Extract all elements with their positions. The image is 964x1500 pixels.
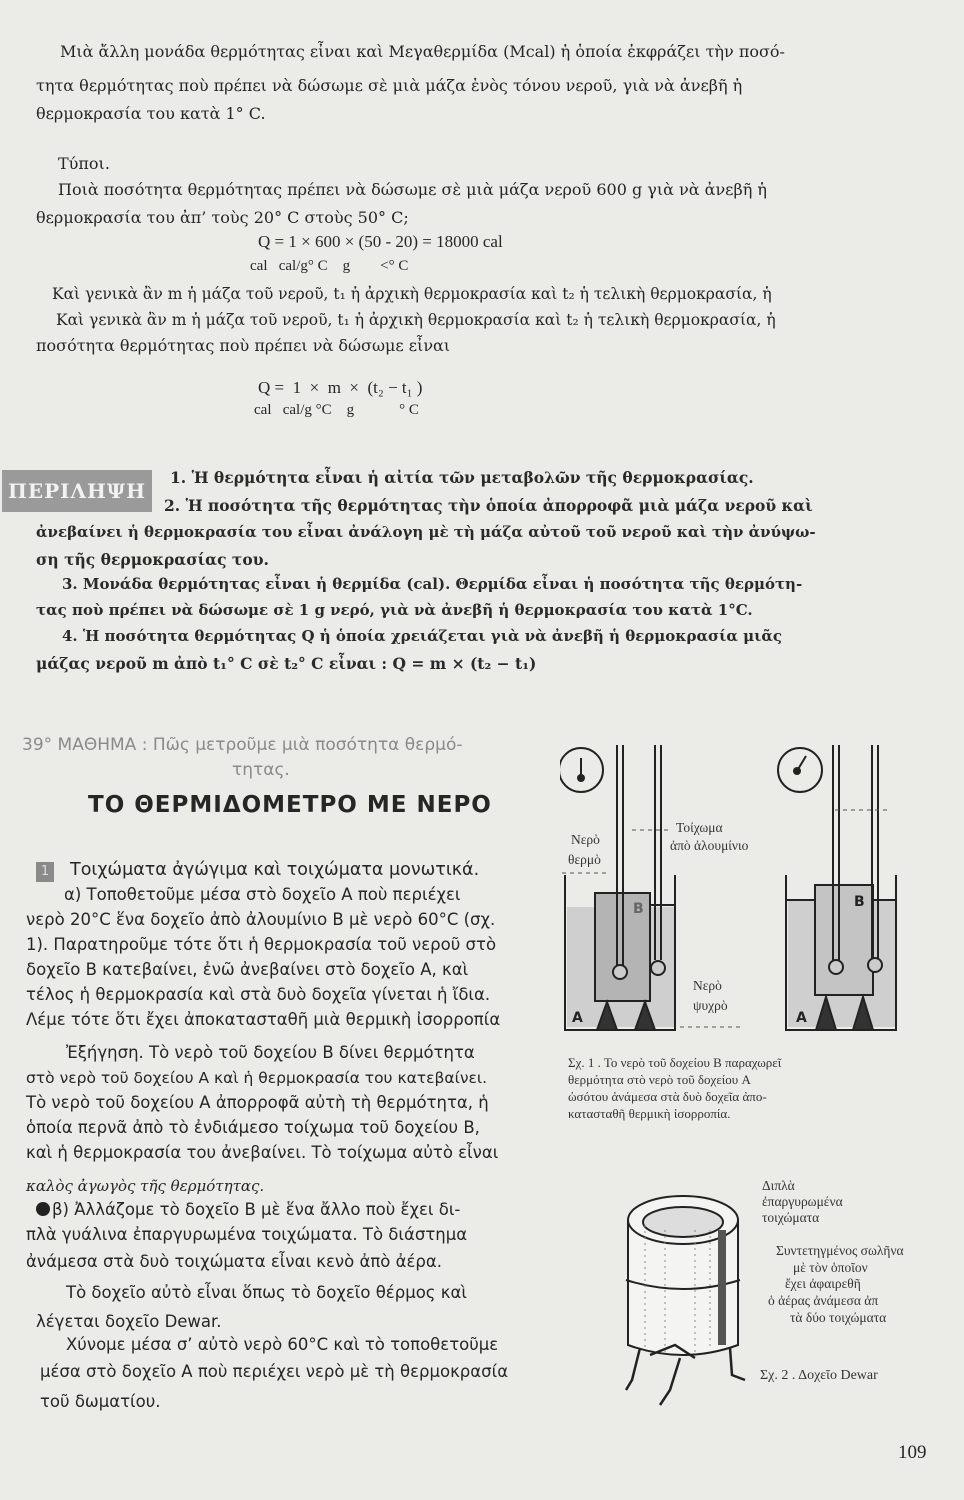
question-line: Ποιὰ ποσότητα θερμότητας πρέπει νὰ δώσωμε σὲ μιὰ μάζα νεροῦ 600 g γιὰ νὰ ἀνεβῆ ἡ [58, 180, 767, 199]
question-line: θερμοκρασία του ἀπ’ τοὺς 20° C στοὺς 50° C; [36, 208, 409, 227]
general-formula: Q = 1 × m × (t₂ − t₁ ) [258, 378, 423, 397]
summary-line: 2. Ἡ ποσότητα τῆς θερμότητας τὴν ὁποία ἀπορροφᾶ μιὰ μάζα νεροῦ καὶ [164, 496, 813, 515]
vessel-a-label: A [572, 1010, 583, 1026]
general-line: Καὶ γενικὰ ἂν m ἡ μάζα τοῦ νεροῦ, t₁ ἡ ἀρχικὴ θερμοκρασία καὶ t₂ ἡ τελικὴ θερμοκρασία, ἡ [56, 311, 776, 329]
section-number: 1 [36, 862, 54, 882]
body-line [26, 1176, 264, 1196]
general-line: ποσότητα θερμότητας ποὺ πρέπει νὰ δώσωμε εἶναι [36, 336, 451, 355]
figure-1-caption: θερμότητα στὸ νερὸ τοῦ δοχείου A [568, 1072, 751, 1087]
label-sealed-tube: μὲ τὸν ὁποῖον [793, 1260, 868, 1275]
body-line: πλὰ γυάλινα ἐπαργυρωμένα τοιχώματα. Τὸ διάστημα [26, 1225, 468, 1244]
body-line: Λέμε τότε ὅτι ἔχει ἀποκατασταθῆ μιὰ θερμικὴ ἰσορροπία [26, 1010, 501, 1029]
body-line: μέσα στὸ δοχεῖο Α ποὺ περιέχει νερὸ μὲ τὴ θερμοκρασία [40, 1362, 509, 1381]
figure-1-caption: ὡσότου ἀνάμεσα στὰ δυὸ δοχεῖα ἀπο- [568, 1089, 767, 1104]
figure-2-dewar-flask [620, 1180, 760, 1420]
summary-badge: ΠΕΡΙΛΗΨΗ [2, 470, 152, 512]
lesson-title: ΤΟ ΘΕΡΜΙΔΟΜΕΤΡΟ ΜΕ ΝΕΡΟ [88, 792, 492, 818]
body-line: Τὸ νερὸ τοῦ δοχείου Α ἀπορροφᾶ αὐτὴ τὴ θερμότητα, ἡ [26, 1093, 489, 1112]
label-wall: ἀπὸ ἀλουμίνιο [670, 838, 749, 853]
summary-line: 3. Μονάδα θερμότητας εἶναι ἡ θερμίδα (cal). Θερμίδα εἶναι ἡ ποσότητα τῆς θερμότη- [62, 575, 803, 593]
bullet-icon [36, 1202, 50, 1216]
body-line: λέγεται δοχεῖο Dewar. [36, 1312, 222, 1331]
summary-line: ση τῆς θερμοκρασίας του. [36, 550, 269, 569]
section-heading: Τοιχώματα ἀγώγιμα καὶ τοιχώματα μονωτικά. [70, 860, 480, 880]
body-line: τέλος ἡ θερμοκρασία καὶ στὰ δυὸ δοχεῖα γίνεται ἡ ἴδια. [26, 985, 491, 1004]
lesson-header: τητας. [232, 760, 290, 780]
general-units: cal cal/g °C g ° C [254, 402, 419, 418]
body-line: α) Τοποθετοῦμε μέσα στὸ δοχεῖο Α ποὺ περιέχει [64, 885, 461, 904]
label-hot-water: Νερὸ [571, 832, 600, 847]
label-hot-water: θερμὸ [568, 852, 601, 867]
body-line: τοῦ δωματίου. [40, 1392, 161, 1411]
example-formula: Q = 1 × 600 × (50 - 20) = 18000 cal [258, 232, 503, 251]
label-double-walls: τοιχώματα [762, 1210, 820, 1225]
page-number: 109 [898, 1442, 927, 1463]
summary-line: μάζας νεροῦ m ἀπὸ t₁° C σὲ t₂° C εἶναι : Q = m × (t₂ − t₁) [36, 654, 537, 673]
intro-line: θερμοκρασία του κατὰ 1° C. [36, 104, 266, 123]
intro-line: Μιὰ ἄλλη μονάδα θερμότητας εἶναι καὶ Μεγαθερμίδα (Mcal) ἡ ὁποία ἐκφράζει τὴν ποσό- [60, 42, 785, 61]
label-sealed-tube: Συντετηγμένος σωλῆνα [776, 1243, 904, 1258]
body-line: καὶ ἡ θερμοκρασία του ἀνεβαίνει. Τὸ τοίχωμα αὐτὸ εἶναι [26, 1143, 499, 1162]
body-line: 1). Παρατηροῦμε τότε ὅτι ἡ θερμοκρασία τοῦ νεροῦ στὸ [26, 935, 497, 954]
general-line: Καὶ γενικὰ ἂν m ἡ μάζα τοῦ νεροῦ, t₁ ἡ ἀρχικὴ θερμοκρασία καὶ t₂ ἡ τελικὴ θερμοκρασία, ἡ [52, 285, 772, 303]
vessel-b-label: B [633, 901, 644, 917]
label-double-walls: ἐπαργυρωμένα [762, 1194, 843, 1209]
label-sealed-tube: ὁ ἀέρας ἀνάμεσα ἀπ [768, 1293, 879, 1308]
example-units: cal cal/g° C g <° C [250, 258, 409, 274]
label-sealed-tube: ἔχει ἀφαιρεθῆ [785, 1276, 861, 1291]
body-line: ἀνάμεσα στὰ δυὸ τοιχώματα εἶναι κενὸ ἀπὸ ἀέρα. [26, 1252, 443, 1271]
label-double-walls: Διπλὰ [762, 1178, 795, 1193]
lesson-header: 39° ΜΑΘΗΜΑ : Πῶς μετροῦμε μιὰ ποσότητα θερμό- [22, 735, 463, 755]
body-line: Χύνομε μέσα σ’ αὐτὸ νερὸ 60°C καὶ τὸ τοποθετοῦμε [66, 1335, 499, 1354]
body-line: Ἐξήγηση. Τὸ νερὸ τοῦ δοχείου Β δίνει θερμότητα [66, 1043, 475, 1062]
figure-2-caption: Σχ. 2 . Δοχεῖο Dewar [760, 1368, 878, 1383]
vessel-b-label: B [854, 894, 865, 910]
body-line: ὁποία περνᾶ ἀπὸ τὸ ἐνδιάμεσο τοίχωμα τοῦ δοχείου Β, [26, 1118, 480, 1137]
label-wall: Τοίχωμα [676, 820, 723, 835]
label-sealed-tube: τὰ δύο τοιχώματα [790, 1310, 887, 1325]
body-line [36, 1200, 460, 1220]
summary-line: 4. Ἡ ποσότητα θερμότητας Q ἡ ὁποία χρειάζεται γιὰ νὰ ἀνεβῆ ἡ θερμοκρασία μιᾶς [62, 627, 783, 645]
summary-line: 1. Ἡ θερμότητα εἶναι ἡ αἰτία τῶν μεταβολῶν τῆς θερμοκρασίας. [170, 468, 754, 487]
intro-line: τητα θερμότητας ποὺ πρέπει νὰ δώσωμε σὲ μιὰ μάζα ἑνὸς τόνου νεροῦ, γιὰ νὰ ἀνεβῆ ἡ [36, 76, 743, 95]
figure-1-calorimeter [560, 740, 964, 1050]
body-line: δοχεῖο Β κατεβαίνει, ἐνῶ ἀνεβαίνει στὸ δοχεῖο Α, καὶ [26, 960, 469, 979]
label-cold-water: Νερὸ [693, 978, 722, 993]
body-line: στὸ νερὸ τοῦ δοχείου Α καὶ ἡ θερμοκρασία του κατεβαίνει. [26, 1069, 488, 1087]
italic-phrase: καλὸς ἀγωγὸς τῆς θερμότητας. [26, 1177, 265, 1195]
figure-1-caption: Σχ. 1 . Το νερὸ τοῦ δοχείου B παραχωρεῖ [568, 1055, 782, 1070]
body-line: Τὸ δοχεῖο αὐτὸ εἶναι ὅπως τὸ δοχεῖο θέρμος καὶ [66, 1283, 467, 1302]
body-line-text: β) Ἀλλάζομε τὸ δοχεῖο Β μὲ ἕνα ἄλλο ποὺ ἔχει δι- [52, 1200, 461, 1219]
figure-1-caption: κατασταθῆ θερμικὴ ἰσορροπία. [568, 1106, 731, 1121]
summary-line: τας ποὺ πρέπει νὰ δώσωμε σὲ 1 g νερό, γιὰ νὰ ἀνεβῆ ἡ θερμοκρασία του κατὰ 1°C. [36, 601, 753, 619]
label-cold-water: ψυχρὸ [693, 998, 728, 1013]
formulas-heading: Τύποι. [58, 154, 110, 173]
body-line: νερὸ 20°C ἕνα δοχεῖο ἀπὸ ἀλουμίνιο Β μὲ νερὸ 60°C (σχ. [26, 910, 496, 929]
vessel-a-label: A [796, 1010, 807, 1026]
summary-line: ἀνεβαίνει ἡ θερμοκρασία του εἶναι ἀνάλογη μὲ τὴ μάζα αὐτοῦ τοῦ νεροῦ καὶ τὴν ἀνύψω- [36, 523, 816, 541]
